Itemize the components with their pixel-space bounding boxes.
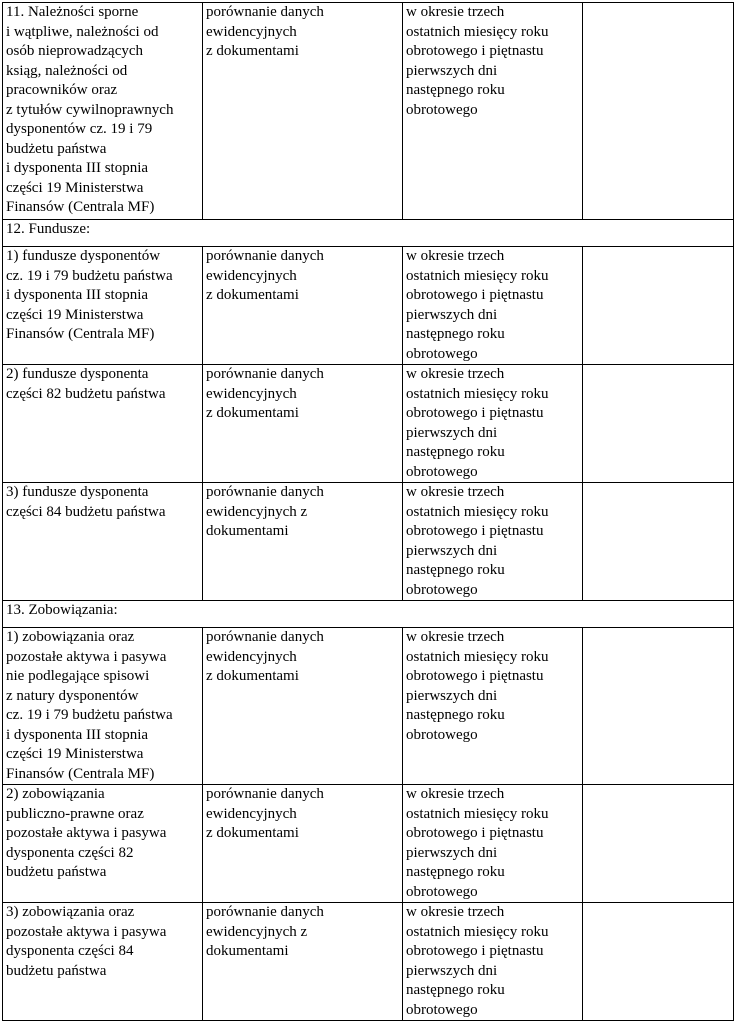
cell-period: w okresie trzech ostatnich miesięcy roku obrotowego i piętnastu pierwszych dni następnego roku obrotowego <box>403 903 583 1021</box>
section-row-liabilities <box>3 601 734 628</box>
cell-item-name: 3) zobowiązania oraz pozostałe aktywa i pasywa dysponenta części 84 budżetu państwa <box>3 903 203 1021</box>
section-row-funds <box>3 220 734 247</box>
inventory-table <box>2 2 734 1021</box>
cell-period: w okresie trzech ostatnich miesięcy roku obrotowego i piętnastu pierwszych dni następnego roku obrotowego <box>403 483 583 601</box>
cell-item-name: 1) fundusze dysponentów cz. 19 i 79 budżetu państwa i dysponenta III stopnia części 19 Ministerstwa Finansów (Centrala MF) <box>3 247 203 365</box>
table-row-funds-3 <box>3 483 734 601</box>
cell-method: porównanie danych ewidencyjnych z dokumentami <box>203 3 403 220</box>
cell-method: porównanie danych ewidencyjnych z dokumentami <box>203 903 403 1021</box>
cell-notes <box>583 483 734 601</box>
cell-method: porównanie danych ewidencyjnych z dokumentami <box>203 247 403 365</box>
cell-item-name: 3) fundusze dysponenta części 84 budżetu państwa <box>3 483 203 601</box>
section-title: 13. Zobowiązania: <box>3 601 734 628</box>
cell-notes <box>583 785 734 903</box>
cell-method: porównanie danych ewidencyjnych z dokumentami <box>203 628 403 785</box>
cell-period: w okresie trzech ostatnich miesięcy roku obrotowego i piętnastu pierwszych dni następnego roku obrotowego <box>403 628 583 785</box>
cell-method: porównanie danych ewidencyjnych z dokumentami <box>203 785 403 903</box>
table-row-liabilities-3 <box>3 903 734 1021</box>
table-row-liabilities-2 <box>3 785 734 903</box>
cell-method: porównanie danych ewidencyjnych z dokumentami <box>203 483 403 601</box>
cell-method: porównanie danych ewidencyjnych z dokumentami <box>203 365 403 483</box>
table-row-funds-2 <box>3 365 734 483</box>
table-row-receivables <box>3 3 734 220</box>
cell-item-name: 2) zobowiązania publiczno-prawne oraz pozostałe aktywa i pasywa dysponenta części 82 budżetu państwa <box>3 785 203 903</box>
cell-item-name: 11. Należności sporne i wątpliwe, należności od osób nieprowadzących ksiąg, należności od pracowników oraz z tytułów cywilnoprawnych dysponentów cz. 19 i 79 budżetu państwa i dysponenta III stopnia części 19 Ministerstwa Finansów (Centrala MF) <box>3 3 203 220</box>
cell-period: w okresie trzech ostatnich miesięcy roku obrotowego i piętnastu pierwszych dni następnego roku obrotowego <box>403 785 583 903</box>
cell-notes <box>583 365 734 483</box>
cell-notes <box>583 628 734 785</box>
cell-period: w okresie trzech ostatnich miesięcy roku obrotowego i piętnastu pierwszych dni następnego roku obrotowego <box>403 247 583 365</box>
cell-item-name: 2) fundusze dysponenta części 82 budżetu państwa <box>3 365 203 483</box>
table-row-funds-1 <box>3 247 734 365</box>
cell-notes <box>583 903 734 1021</box>
cell-notes <box>583 247 734 365</box>
cell-item-name: 1) zobowiązania oraz pozostałe aktywa i pasywa nie podlegające spisowi z natury dysponentów cz. 19 i 79 budżetu państwa i dysponenta III stopnia części 19 Ministerstwa Finansów (Centrala MF) <box>3 628 203 785</box>
cell-period: w okresie trzech ostatnich miesięcy roku obrotowego i piętnastu pierwszych dni następnego roku obrotowego <box>403 365 583 483</box>
section-title: 12. Fundusze: <box>3 220 734 247</box>
table-row-liabilities-1 <box>3 628 734 785</box>
cell-period: w okresie trzech ostatnich miesięcy roku obrotowego i piętnastu pierwszych dni następnego roku obrotowego <box>403 3 583 220</box>
cell-notes <box>583 3 734 220</box>
